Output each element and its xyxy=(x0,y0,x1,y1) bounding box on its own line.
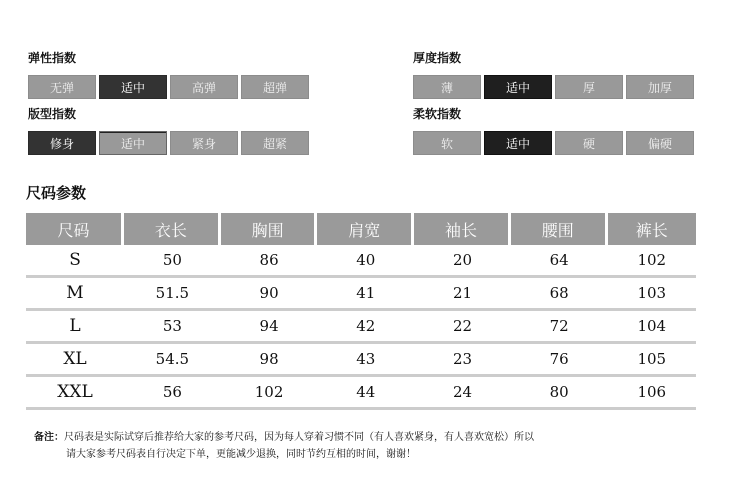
header-waist: 腰围 xyxy=(511,213,608,245)
thickness-label: 厚度指数 xyxy=(413,51,462,65)
fit-option-medium: 适中 xyxy=(99,131,167,155)
softness-option-hard: 硬 xyxy=(555,131,623,155)
length-cell: 53 xyxy=(124,311,221,344)
chest-cell: 90 xyxy=(221,278,318,311)
length-cell: 50 xyxy=(124,245,221,278)
size-cell: XL xyxy=(26,344,124,377)
shoulder-cell: 43 xyxy=(317,344,414,377)
length-cell: 56 xyxy=(124,377,221,410)
thickness-option-thick: 厚 xyxy=(555,75,623,99)
chest-cell: 102 xyxy=(221,377,318,410)
elasticity-scale xyxy=(28,75,309,99)
fit-label: 版型指数 xyxy=(28,107,77,121)
softness-option-medium: 适中 xyxy=(484,131,552,155)
elasticity-option-none: 无弹 xyxy=(28,75,96,99)
shoulder-cell: 41 xyxy=(317,278,414,311)
pants-length-cell: 103 xyxy=(608,278,696,311)
softness-option-soft: 软 xyxy=(413,131,481,155)
elasticity-option-super: 超弹 xyxy=(241,75,309,99)
elasticity-option-high: 高弹 xyxy=(170,75,238,99)
chest-cell: 94 xyxy=(221,311,318,344)
fit-option-super-tight: 超紧 xyxy=(241,131,309,155)
note-text-1: 尺码表是实际试穿后推荐给大家的参考尺码，因为每人穿着习惯不同（有人喜欢紧身，有人喜欢宽松）所以 xyxy=(64,432,534,443)
waist-cell: 72 xyxy=(511,311,608,344)
size-cell: L xyxy=(26,311,124,344)
sleeve-cell: 23 xyxy=(414,344,511,377)
table-row xyxy=(26,377,696,410)
pants-length-cell: 102 xyxy=(608,245,696,278)
size-table-title: 尺码参数 xyxy=(26,184,87,202)
pants-length-cell: 104 xyxy=(608,311,696,344)
size-note xyxy=(34,429,534,463)
sleeve-cell: 21 xyxy=(414,278,511,311)
pants-length-cell: 106 xyxy=(608,377,696,410)
elasticity-option-medium: 适中 xyxy=(99,75,167,99)
length-cell: 51.5 xyxy=(124,278,221,311)
table-row xyxy=(26,311,696,344)
length-cell: 54.5 xyxy=(124,344,221,377)
size-cell: S xyxy=(26,245,124,278)
shoulder-cell: 42 xyxy=(317,311,414,344)
shoulder-cell: 44 xyxy=(317,377,414,410)
header-chest: 胸围 xyxy=(221,213,318,245)
table-row xyxy=(26,245,696,278)
thickness-scale xyxy=(413,75,694,99)
softness-label: 柔软指数 xyxy=(413,107,462,121)
fit-scale xyxy=(28,131,309,155)
header-pants-length: 裤长 xyxy=(608,213,696,245)
waist-cell: 80 xyxy=(511,377,608,410)
softness-scale xyxy=(413,131,694,155)
sleeve-cell: 20 xyxy=(414,245,511,278)
fit-option-slim: 修身 xyxy=(28,131,96,155)
header-shoulder: 肩宽 xyxy=(317,213,414,245)
note-label: 备注： xyxy=(34,432,64,443)
thickness-option-extra-thick: 加厚 xyxy=(626,75,694,99)
chest-cell: 98 xyxy=(221,344,318,377)
table-row xyxy=(26,278,696,311)
header-length: 衣长 xyxy=(124,213,221,245)
waist-cell: 68 xyxy=(511,278,608,311)
thickness-option-thin: 薄 xyxy=(413,75,481,99)
size-table xyxy=(26,213,696,410)
header-sleeve: 袖长 xyxy=(414,213,511,245)
fit-option-tight: 紧身 xyxy=(170,131,238,155)
sleeve-cell: 22 xyxy=(414,311,511,344)
chest-cell: 86 xyxy=(221,245,318,278)
sleeve-cell: 24 xyxy=(414,377,511,410)
header-size: 尺码 xyxy=(26,213,124,245)
shoulder-cell: 40 xyxy=(317,245,414,278)
size-cell: M xyxy=(26,278,124,311)
size-table-header-row xyxy=(26,213,696,245)
softness-option-extra-hard: 偏硬 xyxy=(626,131,694,155)
waist-cell: 64 xyxy=(511,245,608,278)
note-line-2: 请大家参考尺码表自行决定下单，更能减少退换，同时节约互相的时间，谢谢！ xyxy=(66,449,416,460)
elasticity-label: 弹性指数 xyxy=(28,51,77,65)
size-cell: XXL xyxy=(26,377,124,410)
thickness-option-medium: 适中 xyxy=(484,75,552,99)
note-line-1 xyxy=(34,429,534,446)
table-row xyxy=(26,344,696,377)
waist-cell: 76 xyxy=(511,344,608,377)
pants-length-cell: 105 xyxy=(608,344,696,377)
